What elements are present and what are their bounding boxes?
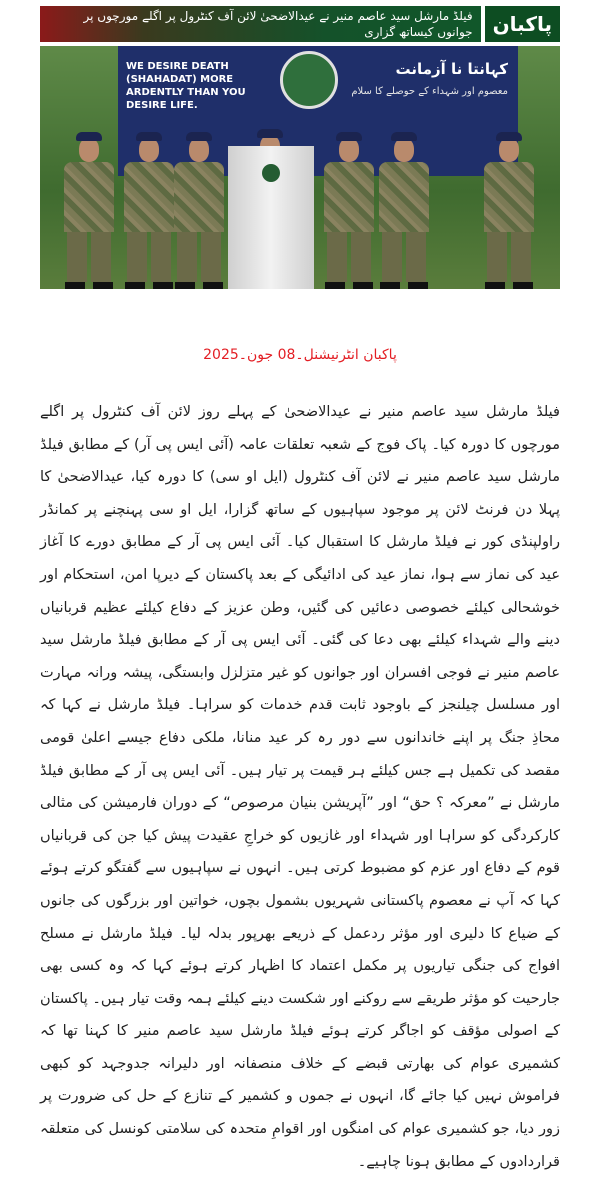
podium-logo-icon [262,164,280,182]
podium [228,146,314,289]
dateline: پاکبان انٹرنیشنل۔08 جون۔2025 [203,347,397,363]
soldier-figure [480,138,538,289]
headline: فیلڈ مارشل سید عاصم منیر نے عیدالاضحیٰ لائن آف کنٹرول پر اگلے مورچوں پر جوانوں کیساتھ گزاری [83,9,473,39]
banner-english-text: WE DESIRE DEATH (SHAHADAT) MORE ARDENTLY THAN YOU DESIRE LIFE. [126,61,246,111]
soldier-figure [320,138,378,289]
banner-urdu-title: کہانتا نا آزمانت [395,60,508,78]
brand-label: پاکبان [481,6,560,42]
news-photo [40,46,560,289]
headline-bar [40,6,560,42]
article-body: فیلڈ مارشل سید عاصم منیر نے عیدالاضحیٰ کے پہلے روز لائن آف کنٹرول پر اگلے مورچوں کا دورہ کیا۔ پاک فوج کے شعبہ تعلقات عامہ (آئی ایس پی آر) کے مطابق فیلڈ مارشل سید عاصم منیر نے لائن آف کنٹرول (ایل او سی) کا دورہ کیا، عیدالاضحیٰ کا پہلا دن فرنٹ لائن پر موجود سپاہیوں کے ساتھ گزارا، ایل او سی پہنچنے پر کمانڈر راولپنڈی کور نے فیلڈ مارشل کا استقبال کیا۔ آئی ایس پی آر کے مطابق دورے کا آغاز عید کی نماز سے ہوا، نماز عید کی ادائیگی کے بعد پاکستان کے دیرپا امن، استحکام اور خوشحالی کیلئے خصوصی دعائیں کی گئیں، وطن عزیز کے دفاع کیلئے عظیم قربانیاں دینے والے شہداء کیلئے بھی دعا کی گئی۔ آئی ایس پی آر کے مطابق فیلڈ مارشل سید عاصم منیر نے فوجی افسران اور جوانوں کو غیر متزلزل وابستگی، پیشہ ورانہ مہارت اور مسلسل چیلنجز کے باوجود ثابت قدم خدمات کو سراہا۔ فیلڈ مارشل نے کہا کہ محاذِ جنگ پر اپنے خاندانوں سے دور رہ کر عید منانا، ملکی دفاع جیسے اعلیٰ قومی مقصد کی تکمیل ہے جس کیلئے ہر قیمت پر تیار ہیں۔ آئی ایس پی آر کے مطابق فیلڈ مارشل نے ”معرکہ ؟ حق“ اور ”آپریشن بنیان مرصوص“ کے دوران فارمیشن کی مثالی کارکردگی کو سراہا اور شہداء اور غازیوں کو خراجِ عقیدت پیش کیا جن کی قربانیاں قوم کے دفاع اور عزم کو مضبوط کرتی ہیں۔ انہوں نے سپاہیوں سے گفتگو کرتے ہوئے کہا کہ آپ نے معصوم پاکستانی شہریوں بشمول بچوں، خواتین اور بزرگوں کی جانوں کے ضیاع کا دلیری اور مؤثر ردعمل کے ذریعے بھرپور بدلہ لیا۔ فیلڈ مارشل نے مسلح افواج کی جنگی تیاریوں پر مکمل اعتماد کا اظہار کرتے ہوئے کہا کہ وہ کسی بھی جارحیت کو مؤثر طریقے سے روکنے اور شکست دینے کیلئے ہمہ وقت تیار ہیں۔ پاکستان کے اصولی مؤقف کو اجاگر کرتے ہوئے فیلڈ مارشل سید عاصم منیر کا کہنا تھا کہ کشمیری عوام کی بھارتی قبضے کے خلاف منصفانہ اور دلیرانہ جدوجہد کو کبھی فراموش نہیں کیا جائے گا، انہوں نے جموں و کشمیر کے تنازع کے حل کی ضرورت پر زور دیا، جو کشمیری عوام کی امنگوں اور اقوامِ متحدہ کی سلامتی کونسل کی متعلقہ قراردادوں کے مطابق ہونا چاہیے۔ [40,404,560,1170]
banner-urdu-subtitle: معصوم اور شہداء کے حوصلے کا سلام [351,86,508,97]
soldier-figure [375,138,433,289]
emblem-icon [280,51,338,109]
soldier-figure [60,138,118,289]
soldier-figure [170,138,228,289]
